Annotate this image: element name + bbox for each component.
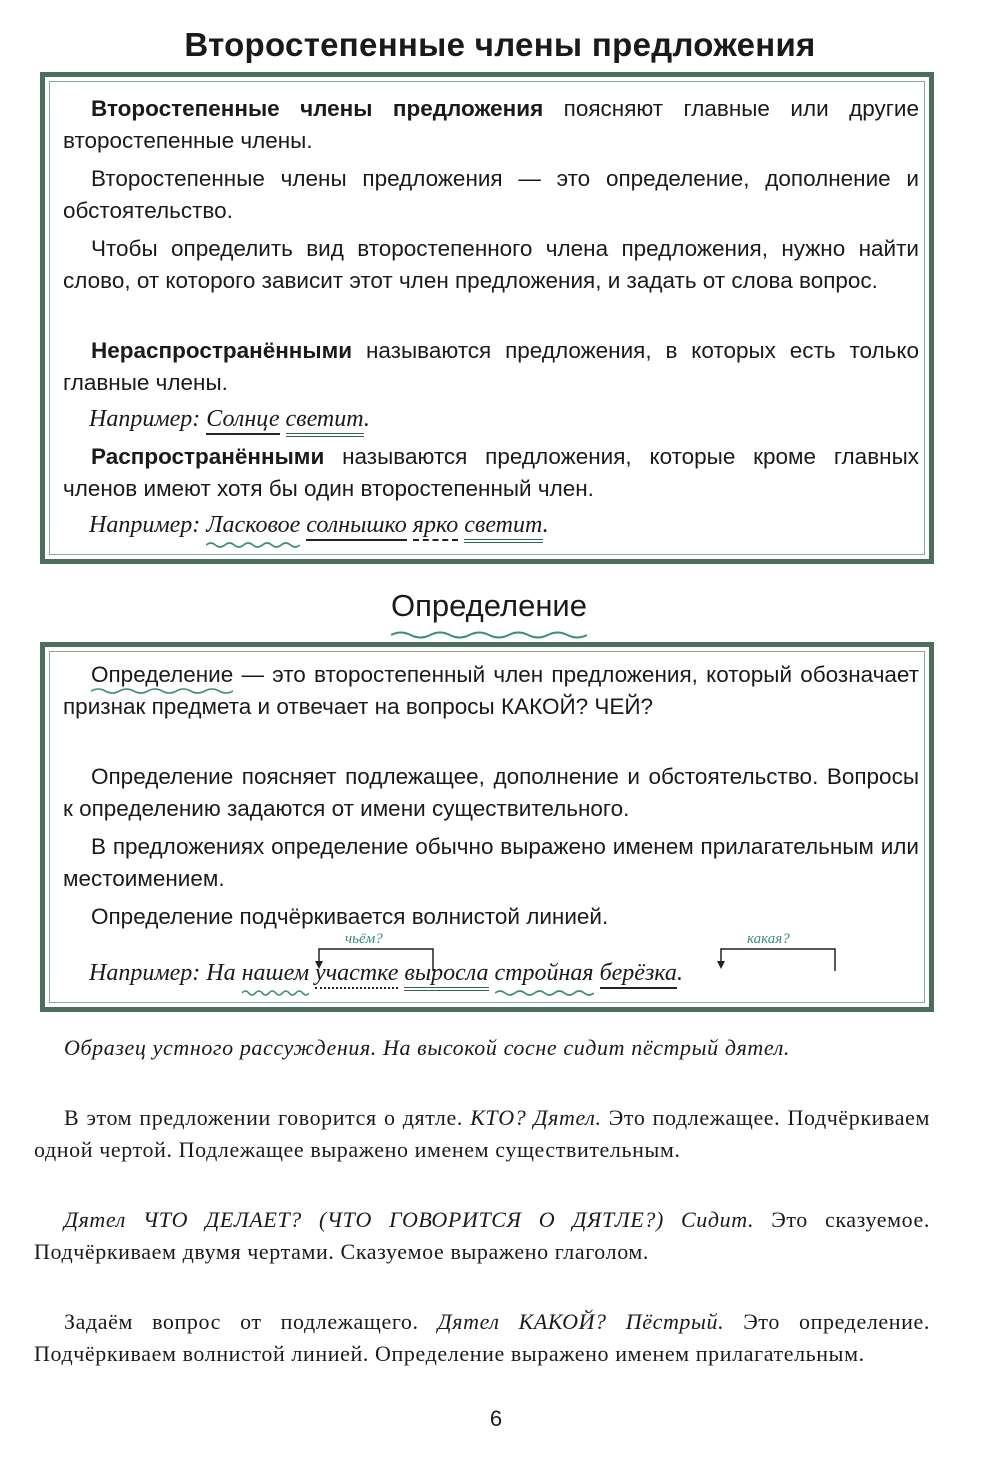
ex1-period: . — [363, 406, 370, 432]
definition-heading-wrap — [391, 588, 587, 630]
term-non-extended: Нераспространёнными — [91, 338, 353, 363]
def-ex-word-na: На — [206, 960, 236, 986]
definition-heading-text: Определение — [390, 588, 587, 623]
ex2-period: . — [542, 512, 549, 538]
sample-paragraph-2 — [34, 1102, 930, 1166]
wavy-underline — [242, 989, 309, 997]
box2-p2-text: Определение поясняет подлежащее, дополнение и обстоятельство. Вопросы к определению задаются от имени существительного. — [63, 764, 919, 821]
question-label-1: чьём? — [345, 931, 383, 947]
wavy-underline — [495, 989, 594, 997]
sample-s2-b: Это подлежащее. Подчёркиваем одной чертой. Подлежащее выражено именем существительным. — [34, 1105, 930, 1162]
wavy-underline — [391, 630, 587, 640]
term-extended: Распространёнными — [91, 444, 325, 469]
ex2-attribute — [206, 509, 300, 541]
sample-s3-b: Это сказуемое. Подчёркиваем двумя чертами. Сказуемое выражено глаголом. — [34, 1207, 930, 1264]
term-definition — [91, 659, 233, 691]
sample-s2-a: В этом предложении говорится о дятле. — [64, 1105, 471, 1130]
def-ex-period: . — [676, 960, 683, 986]
example-2 — [89, 509, 549, 541]
def-ex-subject: берёзка — [600, 960, 677, 989]
box1-paragraph-3 — [63, 233, 919, 297]
definition-heading — [0, 588, 978, 630]
sample-paragraph-1 — [34, 1032, 930, 1064]
box2-p4-text: Определение подчёркивается волнистой линией. — [91, 904, 609, 929]
question-label-2: какая? — [747, 931, 790, 947]
box1-p5-text: называются предложения, которые кроме главных членов имеют хотя бы один второстепенный член. — [63, 444, 919, 501]
page-title: Второстепенные члены предложения — [184, 26, 816, 63]
ex2-predicate: светит — [464, 512, 542, 543]
box1-paragraph-1 — [63, 93, 919, 157]
definition-example — [89, 957, 683, 989]
term-definition-text: Определение — [91, 662, 234, 687]
box1-paragraph-2 — [63, 163, 919, 227]
box1-p4-text: называются предложения, в которых есть только главные члены. — [63, 338, 919, 395]
ex2-subject: солнышко — [306, 512, 407, 541]
sample-s4-i: Дятел КАКОЙ? Пёстрый. — [437, 1309, 725, 1334]
example-1 — [89, 403, 370, 435]
ex2-adverbial: ярко — [413, 512, 458, 541]
box1-p2-text: Второстепенные члены предложения — это определение, дополнение и обстоятельство. — [63, 166, 919, 223]
page-number: 6 — [489, 1406, 503, 1431]
box1-paragraph-4 — [63, 335, 919, 399]
sample-heading: Образец устного рассуждения. На высокой сосне сидит пёстрый дятел. — [64, 1035, 790, 1060]
sample-paragraph-3 — [34, 1204, 930, 1268]
def-ex-predicate: выросла — [404, 960, 488, 991]
box1-p3-text: Чтобы определить вид второстепенного члена предложения, нужно найти слово, от которого зависит этот член предложения, и задать от слова вопрос. — [63, 236, 919, 293]
example-label: Например: — [89, 512, 201, 538]
sample-s4-a: Задаём вопрос от подлежащего. — [64, 1309, 438, 1334]
def-ex-adverbial: участке — [315, 960, 398, 989]
wavy-underline — [91, 687, 233, 695]
box1-paragraph-5 — [63, 441, 919, 505]
term-secondary-members: Второстепенные члены предложения — [91, 96, 544, 121]
def-ex-attribute-2 — [495, 957, 594, 989]
example-label: Например: — [89, 406, 201, 432]
box2-paragraph-2 — [63, 761, 919, 825]
sample-s4-b: Это определение. Подчёркиваем волнистой линией. Определение выражено именем прилагательным. — [34, 1309, 930, 1366]
def-ex-attribute-1-text: нашем — [241, 960, 310, 986]
wavy-underline — [206, 541, 300, 549]
box1-p1-text: поясняют главные или другие второстепенные члены. — [63, 96, 920, 153]
box2-p1-text: — это второстепенный член предложения, который обозначает признак предмета и отвечает на вопросы КАКОЙ? ЧЕЙ? — [63, 662, 919, 719]
rule-box-definition — [40, 642, 934, 1012]
rule-box-secondary-members — [40, 72, 934, 564]
ex2-attribute-text: Ласковое — [206, 512, 301, 538]
box2-paragraph-1 — [63, 659, 919, 723]
question-arrow-2 — [715, 945, 839, 973]
box2-paragraph-4 — [63, 901, 919, 933]
box2-paragraph-3 — [63, 831, 919, 895]
box2-p3-text: В предложениях определение обычно выражено именем прилагательным или местоимением. — [63, 834, 919, 891]
def-ex-attribute-1 — [242, 957, 309, 989]
ex1-predicate: светит — [286, 406, 364, 437]
sample-s3-i: Дятел ЧТО ДЕЛАЕТ? (ЧТО ГОВОРИТСЯ О ДЯТЛЕ?) Сидит. — [64, 1207, 755, 1232]
def-ex-attribute-2-text: стройная — [494, 960, 594, 986]
sample-paragraph-4 — [34, 1306, 930, 1370]
sample-s2-i: КТО? Дятел. — [470, 1105, 602, 1130]
ex1-subject: Солнце — [206, 406, 279, 435]
example-label: Например: — [89, 960, 201, 986]
